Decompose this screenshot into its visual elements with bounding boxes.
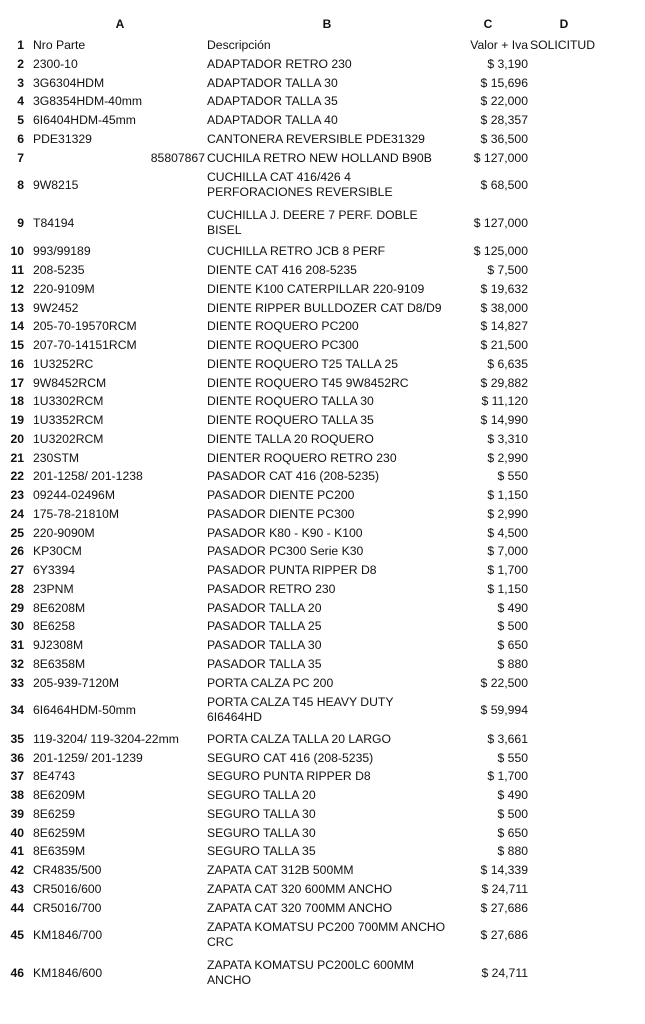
cell-descripcion[interactable]: PASADOR TALLA 30 xyxy=(207,638,322,652)
cell-valor[interactable]: $ 3,190 xyxy=(487,56,528,71)
cell-valor[interactable]: $ 3,661 xyxy=(487,731,528,746)
cell-valor[interactable]: $ 36,500 xyxy=(480,131,528,146)
column-letter-header xyxy=(0,14,645,36)
cell-valor[interactable]: $ 500 xyxy=(497,806,528,821)
cell-valor[interactable]: $ 1,150 xyxy=(487,488,528,502)
cell-valor[interactable]: $ 4,500 xyxy=(487,525,528,540)
table-row xyxy=(0,842,645,861)
row-number: 46 xyxy=(10,965,24,980)
cell-nro-parte[interactable]: 6I6464HDM-50mm xyxy=(33,703,136,718)
table-row xyxy=(0,449,645,468)
cell-nro-parte[interactable]: 23PNM xyxy=(33,581,74,596)
cell-nro-parte[interactable]: 1U3302RCM xyxy=(33,394,104,409)
table-row xyxy=(0,92,645,111)
row-number: 45 xyxy=(10,928,24,943)
cell-descripcion[interactable]: PASADOR TALLA 20 xyxy=(207,600,322,615)
cell-valor[interactable]: $ 2,990 xyxy=(487,506,528,521)
cell-valor[interactable]: $ 11,120 xyxy=(481,394,528,409)
cell-valor[interactable]: $ 59,994 xyxy=(480,703,528,718)
column-letter-c[interactable]: C xyxy=(483,17,493,31)
cell-descripcion[interactable]: ZAPATA CAT 320 700MM ANCHO xyxy=(207,900,393,915)
row-number: 40 xyxy=(10,825,24,840)
cell-valor[interactable]: $ 650 xyxy=(497,638,528,652)
cell-valor[interactable]: $ 7,500 xyxy=(487,263,528,277)
cell-nro-parte[interactable]: 201-1259/ 201-1239 xyxy=(33,750,143,765)
cell-nro-parte[interactable]: 9J2308M xyxy=(33,638,84,652)
cell-nro-parte[interactable]: 119-3204/ 119-3204-22mm xyxy=(33,731,179,746)
table-row xyxy=(0,130,645,149)
table-row xyxy=(0,355,645,374)
spreadsheet xyxy=(0,14,645,992)
row-number: 2 xyxy=(17,56,24,71)
cell-descripcion[interactable]: CUCHILLA J. DEERE 7 PERF. DOBLE BISEL xyxy=(207,207,418,237)
cell-nro-parte[interactable]: 201-1258/ 201-1238 xyxy=(33,469,143,484)
data-rows xyxy=(0,55,645,993)
cell-nro-parte[interactable]: 1U3352RCM xyxy=(33,413,104,427)
cell-valor[interactable]: $ 1,700 xyxy=(487,769,528,784)
cell-nro-parte[interactable]: 3G6304HDM xyxy=(33,75,105,90)
cell-valor[interactable]: $ 7,000 xyxy=(487,544,528,559)
row-number: 26 xyxy=(10,544,24,559)
cell-descripcion[interactable]: CUCHILLA RETRO JCB 8 PERF xyxy=(207,244,386,259)
cell-descripcion[interactable]: PASADOR PUNTA RIPPER D8 xyxy=(207,563,377,577)
column-letter-d[interactable]: D xyxy=(559,17,569,31)
cell-valor[interactable]: $ 29,882 xyxy=(480,375,528,390)
header-row xyxy=(0,36,645,55)
table-row xyxy=(0,955,645,993)
row-number: 8 xyxy=(17,178,24,193)
cell-valor[interactable]: $ 127,000 xyxy=(473,150,528,165)
table-row xyxy=(0,55,645,74)
table-row xyxy=(0,767,645,786)
row-number: 27 xyxy=(10,563,24,577)
row-number: 19 xyxy=(10,413,24,427)
cell-descripcion[interactable]: PASADOR DIENTE PC200 xyxy=(207,488,355,502)
cell-nro-parte[interactable]: 6I6404HDM-45mm xyxy=(33,113,136,127)
cell-descripcion[interactable]: DIENTE CAT 416 208-5235 xyxy=(207,263,357,277)
cell-descripcion[interactable]: PASADOR CAT 416 (208-5235) xyxy=(207,469,380,484)
cell-nro-parte[interactable]: 9W2452 xyxy=(33,300,79,315)
table-row xyxy=(0,880,645,899)
cell-valor[interactable]: $ 21,500 xyxy=(480,338,528,352)
row-number: 41 xyxy=(10,844,24,859)
cell-nro-parte[interactable]: 8E6208M xyxy=(33,600,86,615)
row-number: 24 xyxy=(10,506,24,521)
row-number: 3 xyxy=(17,75,24,90)
cell-valor[interactable]: $ 28,357 xyxy=(480,113,528,127)
table-row xyxy=(0,392,645,411)
cell-valor[interactable]: $ 550 xyxy=(497,750,528,765)
row-number: 21 xyxy=(10,450,24,465)
cell-valor[interactable]: $ 125,000 xyxy=(473,244,528,259)
cell-nro-parte[interactable]: 8E6259M xyxy=(33,825,86,840)
cell-descripcion[interactable]: ZAPATA CAT 312B 500MM xyxy=(207,863,354,877)
header-descripcion[interactable]: Descripción xyxy=(207,38,271,52)
cell-nro-parte[interactable]: 1U3202RCM xyxy=(33,431,104,446)
table-row xyxy=(0,636,645,655)
column-letter-b[interactable]: B xyxy=(322,17,332,31)
table-row xyxy=(0,524,645,543)
table-row xyxy=(0,749,645,768)
row-number: 38 xyxy=(10,788,24,802)
row-number: 22 xyxy=(10,469,24,484)
cell-descripcion[interactable]: DIENTE ROQUERO PC200 xyxy=(207,319,359,334)
cell-valor[interactable]: $ 14,827 xyxy=(480,319,528,334)
table-row xyxy=(0,674,645,693)
table-row xyxy=(0,430,645,449)
header-solicitud[interactable]: SOLICITUD xyxy=(530,38,596,52)
row-number: 13 xyxy=(10,300,24,315)
header-nro-parte[interactable]: Nro Parte xyxy=(33,38,86,52)
cell-nro-parte[interactable]: 208-5235 xyxy=(33,263,85,277)
cell-nro-parte[interactable]: 3G8354HDM-40mm xyxy=(33,94,143,109)
cell-descripcion[interactable]: DIENTE ROQUERO T45 9W8452RC xyxy=(207,375,409,390)
header-valor[interactable]: Valor + Iva xyxy=(470,38,528,52)
table-row xyxy=(0,561,645,580)
cell-descripcion[interactable]: ZAPATA KOMATSU PC200LC 600MM ANCHO xyxy=(207,957,415,987)
cell-nro-parte[interactable]: 2300-10 xyxy=(33,56,78,71)
table-row xyxy=(0,580,645,599)
cell-valor[interactable]: $ 68,500 xyxy=(480,178,528,193)
row-number: 23 xyxy=(10,488,24,502)
cell-valor[interactable]: $ 1,700 xyxy=(487,563,528,577)
row-number: 25 xyxy=(10,525,24,540)
cell-nro-parte[interactable]: 8E6209M xyxy=(33,788,86,802)
cell-descripcion[interactable]: CUCHILA RETRO NEW HOLLAND B90B xyxy=(207,150,432,165)
table-row xyxy=(0,786,645,805)
column-letter-a[interactable]: A xyxy=(115,17,125,31)
cell-nro-parte[interactable]: 993/99189 xyxy=(33,244,91,259)
cell-valor[interactable]: $ 14,990 xyxy=(480,413,528,427)
cell-valor[interactable]: $ 3,310 xyxy=(487,431,528,446)
cell-descripcion[interactable]: ADAPTADOR TALLA 30 xyxy=(207,75,338,90)
cell-nro-parte[interactable]: PDE31329 xyxy=(33,131,92,146)
row-number: 39 xyxy=(10,806,24,821)
cell-descripcion[interactable]: DIENTE ROQUERO T25 TALLA 25 xyxy=(207,356,399,371)
table-row xyxy=(0,824,645,843)
cell-valor[interactable]: $ 15,696 xyxy=(480,75,528,90)
cell-valor[interactable]: $ 490 xyxy=(497,600,528,615)
row-number: 34 xyxy=(10,703,24,718)
row-number: 43 xyxy=(10,881,24,896)
cell-nro-parte[interactable]: 205-939-7120M xyxy=(33,675,120,690)
cell-nro-parte[interactable]: 8E6359M xyxy=(33,844,86,859)
cell-valor[interactable]: $ 27,686 xyxy=(480,900,528,915)
table-row xyxy=(0,317,645,336)
row-number: 29 xyxy=(10,600,24,615)
table-row xyxy=(0,261,645,280)
cell-descripcion[interactable]: PASADOR TALLA 25 xyxy=(207,619,322,634)
table-row xyxy=(0,299,645,318)
table-row xyxy=(0,730,645,749)
row-number: 18 xyxy=(10,394,24,409)
row-number: 6 xyxy=(17,131,24,146)
cell-descripcion[interactable]: SEGURO TALLA 30 xyxy=(207,825,316,840)
row-number: 9 xyxy=(17,215,24,230)
cell-nro-parte[interactable]: CR5016/600 xyxy=(33,881,102,896)
cell-nro-parte[interactable]: 09244-02496M xyxy=(33,488,115,502)
table-row xyxy=(0,599,645,618)
row-number: 35 xyxy=(10,731,24,746)
cell-valor[interactable]: $ 22,500 xyxy=(480,675,528,690)
row-number: 10 xyxy=(10,244,24,259)
table-row xyxy=(0,242,645,261)
cell-nro-parte[interactable]: 9W8452RCM xyxy=(33,375,107,390)
cell-descripcion[interactable]: SEGURO TALLA 30 xyxy=(207,806,316,821)
cell-valor[interactable]: $ 2,990 xyxy=(487,450,528,465)
table-row xyxy=(0,167,645,205)
cell-valor[interactable]: $ 490 xyxy=(497,788,528,802)
cell-descripcion[interactable]: ADAPTADOR TALLA 35 xyxy=(207,94,338,109)
cell-nro-parte[interactable]: CR4835/500 xyxy=(33,863,102,877)
row-number: 30 xyxy=(10,619,24,634)
cell-descripcion[interactable]: PORTA CALZA T45 HEAVY DUTY 6I6464HD xyxy=(207,695,394,725)
row-number: 1 xyxy=(17,38,24,52)
table-row xyxy=(0,542,645,561)
row-number: 42 xyxy=(10,863,24,877)
row-number: 7 xyxy=(17,150,24,165)
cell-valor[interactable]: $ 880 xyxy=(497,656,528,671)
cell-descripcion[interactable]: SEGURO TALLA 35 xyxy=(207,844,316,859)
row-number: 12 xyxy=(10,281,24,296)
cell-valor[interactable]: $ 24,711 xyxy=(481,881,528,896)
row-number: 37 xyxy=(10,769,24,784)
cell-valor[interactable]: $ 1,150 xyxy=(487,581,528,596)
cell-descripcion[interactable]: ADAPTADOR TALLA 40 xyxy=(207,113,338,127)
cell-valor[interactable]: $ 880 xyxy=(497,844,528,859)
row-number: 17 xyxy=(10,375,24,390)
table-row xyxy=(0,280,645,299)
cell-descripcion[interactable]: DIENTER ROQUERO RETRO 230 xyxy=(207,450,397,465)
cell-nro-parte[interactable]: 8E6259 xyxy=(33,806,76,821)
cell-valor[interactable]: $ 38,000 xyxy=(480,300,528,315)
cell-valor[interactable]: $ 550 xyxy=(497,469,528,484)
cell-valor[interactable]: $ 650 xyxy=(497,825,528,840)
cell-descripcion[interactable]: DIENTE ROQUERO TALLA 30 xyxy=(207,394,374,409)
cell-nro-parte[interactable]: 220-9109M xyxy=(33,281,95,296)
row-number: 16 xyxy=(10,356,24,371)
row-number: 36 xyxy=(10,750,24,765)
row-number: 14 xyxy=(10,319,24,334)
cell-descripcion[interactable]: PORTA CALZA PC 200 xyxy=(207,675,334,690)
cell-descripcion[interactable]: PASADOR RETRO 230 xyxy=(207,581,336,596)
cell-nro-parte[interactable]: 207-70-14151RCM xyxy=(33,338,137,352)
cell-descripcion[interactable]: DIENTE ROQUERO TALLA 35 xyxy=(207,413,374,427)
cell-valor[interactable]: $ 6,635 xyxy=(487,356,528,371)
cell-descripcion[interactable]: SEGURO TALLA 20 xyxy=(207,788,316,802)
cell-nro-parte[interactable]: T84194 xyxy=(33,215,75,230)
cell-descripcion[interactable]: SEGURO PUNTA RIPPER D8 xyxy=(207,769,371,784)
cell-valor[interactable]: $ 27,686 xyxy=(480,928,528,943)
table-row xyxy=(0,74,645,93)
cell-valor[interactable]: $ 500 xyxy=(497,619,528,634)
cell-nro-parte[interactable]: 8E4743 xyxy=(33,769,76,784)
cell-nro-parte[interactable]: CR5016/700 xyxy=(33,900,102,915)
table-row xyxy=(0,899,645,918)
cell-nro-parte[interactable]: 230STM xyxy=(33,450,80,465)
row-number: 5 xyxy=(17,113,24,127)
row-number: 32 xyxy=(10,656,24,671)
cell-nro-parte[interactable]: KM1846/600 xyxy=(33,965,103,980)
cell-descripcion[interactable]: SEGURO CAT 416 (208-5235) xyxy=(207,750,374,765)
table-row xyxy=(0,655,645,674)
cell-nro-parte[interactable]: 8E6258 xyxy=(33,619,76,634)
cell-descripcion[interactable]: CUCHILLA CAT 416/426 4 PERFORACIONES REVERSIBLE xyxy=(207,170,393,200)
cell-descripcion[interactable]: ZAPATA KOMATSU PC200 700MM ANCHO CRC xyxy=(207,920,446,950)
cell-descripcion[interactable]: PASADOR PC300 Serie K30 xyxy=(207,544,364,559)
row-number: 20 xyxy=(10,431,24,446)
table-row xyxy=(0,374,645,393)
cell-nro-parte[interactable]: 1U3252RC xyxy=(33,356,94,371)
cell-descripcion[interactable]: DIENTE TALLA 20 ROQUERO xyxy=(207,431,374,446)
cell-descripcion[interactable]: PASADOR K80 - K90 - K100 xyxy=(207,525,363,540)
table-row xyxy=(0,411,645,430)
cell-descripcion[interactable]: PASADOR DIENTE PC300 xyxy=(207,506,355,521)
row-number: 28 xyxy=(10,581,24,596)
row-number: 4 xyxy=(17,94,24,109)
cell-nro-parte[interactable]: KP30CM xyxy=(33,544,82,559)
cell-valor[interactable]: $ 19,632 xyxy=(480,281,528,296)
row-number: 31 xyxy=(10,638,24,652)
table-row xyxy=(0,336,645,355)
cell-descripcion[interactable]: ADAPTADOR RETRO 230 xyxy=(207,56,352,71)
cell-descripcion[interactable]: DIENTE RIPPER BULLDOZER CAT D8/D9 xyxy=(207,300,442,315)
table-row xyxy=(0,205,645,243)
table-row xyxy=(0,861,645,880)
cell-nro-parte[interactable]: 175-78-21810M xyxy=(33,506,120,521)
table-row xyxy=(0,467,645,486)
row-number: 15 xyxy=(10,338,24,352)
cell-descripcion[interactable]: PASADOR TALLA 35 xyxy=(207,656,322,671)
row-number: 33 xyxy=(10,675,24,690)
table-row xyxy=(0,617,645,636)
table-row xyxy=(0,486,645,505)
table-row xyxy=(0,692,645,730)
cell-nro-parte[interactable]: 6Y3394 xyxy=(33,563,76,577)
table-row xyxy=(0,505,645,524)
row-number: 44 xyxy=(10,900,24,915)
cell-nro-parte[interactable]: 220-9090M xyxy=(33,525,95,540)
row-number: 11 xyxy=(11,263,24,277)
cell-nro-parte[interactable]: 9W8215 xyxy=(33,178,79,193)
cell-nro-parte[interactable]: 85807867 xyxy=(150,150,205,165)
table-row xyxy=(0,805,645,824)
table-row xyxy=(0,149,645,168)
cell-valor[interactable]: $ 14,339 xyxy=(480,863,528,877)
cell-descripcion[interactable]: PORTA CALZA TALLA 20 LARGO xyxy=(207,731,392,746)
table-row xyxy=(0,917,645,955)
cell-valor[interactable]: $ 22,000 xyxy=(480,94,528,109)
cell-descripcion[interactable]: DIENTE ROQUERO PC300 xyxy=(207,338,359,352)
cell-nro-parte[interactable]: 205-70-19570RCM xyxy=(33,319,137,334)
cell-descripcion[interactable]: CANTONERA REVERSIBLE PDE31329 xyxy=(207,131,425,146)
table-row xyxy=(0,111,645,130)
cell-valor[interactable]: $ 24,711 xyxy=(481,965,528,980)
cell-nro-parte[interactable]: KM1846/700 xyxy=(33,928,103,943)
cell-valor[interactable]: $ 127,000 xyxy=(473,215,528,230)
cell-nro-parte[interactable]: 8E6358M xyxy=(33,656,86,671)
cell-descripcion[interactable]: ZAPATA CAT 320 600MM ANCHO xyxy=(207,881,393,896)
cell-descripcion[interactable]: DIENTE K100 CATERPILLAR 220-9109 xyxy=(207,281,425,296)
